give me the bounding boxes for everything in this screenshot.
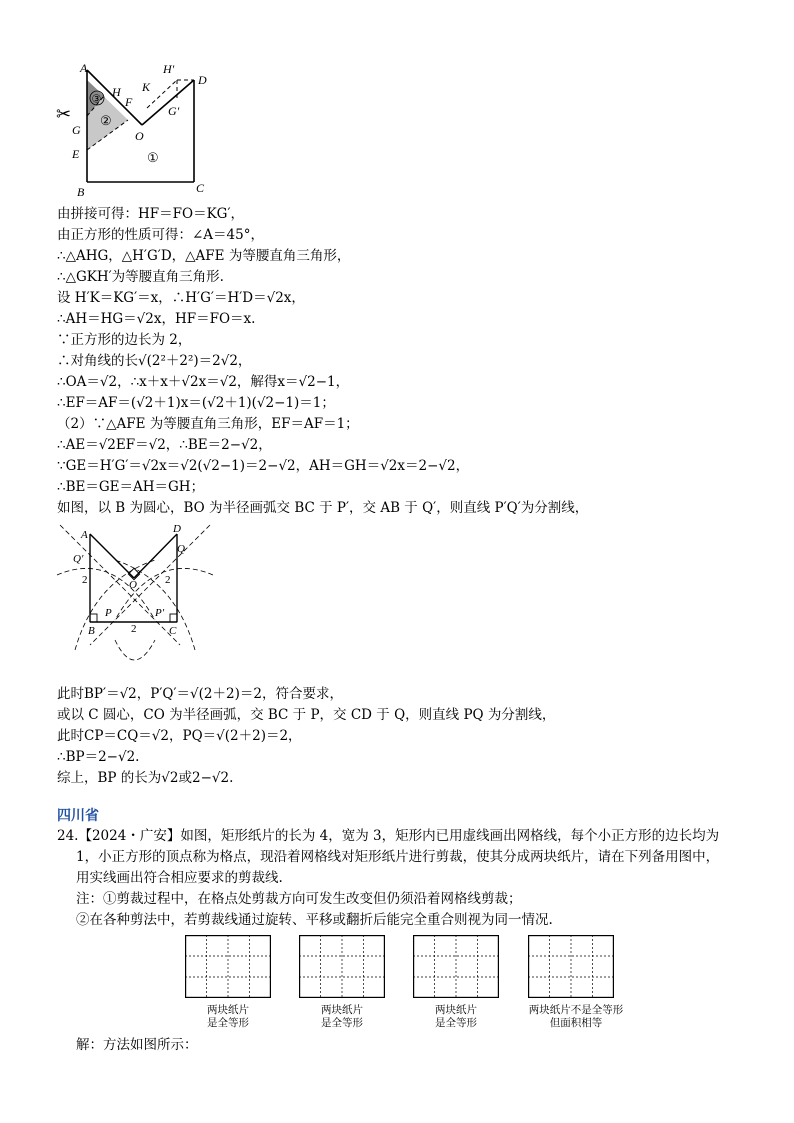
grid-3 (413, 935, 499, 998)
label-H: H (112, 85, 121, 99)
label-E: E (72, 147, 80, 161)
text-line-6: ∴AH＝HG＝√2x，HF＝FO＝x. (57, 311, 256, 327)
side-bottom-length: 2 (131, 623, 137, 635)
label2-A: A (81, 529, 88, 541)
text-line-1: 由拼接可得：HF＝FO＝KG′， (57, 206, 245, 222)
text-line-20: 综上，BP 的长为√2或2−√2. (57, 770, 234, 786)
side-right-length: 2 (165, 574, 171, 586)
text-line-14: ∴BE＝GE＝AH＝GH； (57, 479, 205, 495)
problem-line-4: 注：①剪裁过程中，在格点处剪裁方向可发生改变但仍须沿着网格线剪裁； (76, 891, 522, 907)
figure-arc-construction (55, 520, 225, 680)
label-Gp: G′ (168, 104, 180, 118)
caption-4: 两块纸片不是全等形 但面积相等 (528, 1004, 624, 1029)
label-Hp: H′ (163, 62, 175, 76)
label-D: D (198, 73, 207, 87)
label2-O: O (129, 579, 137, 591)
label-K: K (142, 80, 151, 94)
label-F: F (125, 95, 133, 109)
text-line-10: ∴EF＝AF＝(√2＋1)x＝(√2＋1)(√2−1)＝1； (57, 395, 335, 411)
text-line-16: 此时BP′＝√2，P′Q′＝√(2＋2)＝2，符合要求， (57, 686, 343, 702)
problem-line-2: 1，小正方形的顶点称为格点，现沿着网格线对矩形纸片进行剪裁，使其分成两块纸片，请在下列备用图中， (76, 849, 720, 865)
label2-Pp: P′ (155, 607, 165, 619)
scissors-icon: ✂ (56, 104, 72, 124)
label2-B: B (88, 625, 95, 637)
problem-line-5: ②在各种剪法中，若剪裁线通过旋转、平移或翻折后能完全重合则视为同一情况. (76, 912, 553, 928)
text-line-12: ∴AE＝√2EF＝√2，∴BE＝2−√2， (57, 437, 272, 453)
label-G: G (72, 123, 81, 137)
label2-Qp: Q′ (73, 553, 84, 565)
text-line-7: ∵正方形的边长为 2， (57, 332, 192, 348)
text-line-13: ∵GE＝H′G′＝√2x＝√2(√2−1)＝2−√2，AH＝GH＝√2x＝2−√2， (57, 458, 470, 474)
caption-2: 两块纸片 是全等形 (321, 1004, 363, 1029)
label-A: A (80, 61, 88, 75)
label-B: B (77, 185, 85, 199)
region-3-label: ③ (91, 93, 102, 106)
text-line-17: 或以 C 圆心，CO 为半径画弧，交 BC 于 P，交 CD 于 Q，则直线 PQ 为分割线， (57, 707, 556, 723)
problem-line-1: 24.【2024・广安】如图，矩形纸片的长为 4，宽为 3，矩形内已用虚线画出网格线，每个小正方形的边长均为 (57, 828, 720, 844)
grid-2 (299, 935, 385, 998)
label2-P: P (105, 607, 112, 619)
text-line-18: 此时CP＝CQ＝√2，PQ＝√(2＋2)＝2， (57, 728, 302, 744)
text-line-11: （2）∵△AFE 为等腰直角三角形，EF＝AF＝1； (57, 416, 359, 432)
text-line-5: 设 H′K＝KG′＝x，∴H′G′＝H′D＝√2x， (57, 290, 305, 306)
text-line-2: 由正方形的性质可得：∠A＝45°， (57, 227, 264, 243)
side-left-length: 2 (82, 574, 88, 586)
text-line-4: ∴△GKH′为等腰直角三角形. (57, 269, 224, 285)
answer-line: 解：方法如图所示： (76, 1037, 198, 1053)
label-O: O (135, 129, 144, 143)
figure-square-cut (52, 58, 222, 200)
label2-C: C (169, 625, 177, 637)
text-line-3: ∴△AHG，△H′G′D，△AFE 为等腰直角三角形， (57, 248, 351, 264)
text-line-8: ∴对角线的长√(2²＋2²)＝2√2， (57, 353, 252, 369)
label2-D: D (173, 523, 181, 535)
region-1-label: ① (147, 150, 159, 165)
problem-line-3: 用实线画出符合相应要求的剪裁线. (76, 870, 283, 886)
grid-1 (185, 935, 271, 998)
text-line-15: 如图，以 B 为圆心，BO 为半径画弧交 BC 于 P′，交 AB 于 Q′，则直线 P′Q′为分割线， (57, 500, 589, 516)
text-line-19: ∴BP＝2−√2. (57, 749, 140, 765)
text-line-9: ∴OA＝√2，∴x＋x＋√2x＝√2，解得x＝√2−1， (57, 374, 350, 390)
section-title: 四川省 (57, 808, 99, 824)
caption-1: 两块纸片 是全等形 (207, 1004, 249, 1029)
region-2-label: ② (100, 113, 112, 128)
caption-3: 两块纸片 是全等形 (435, 1004, 477, 1029)
grid-4 (528, 935, 614, 998)
label-C: C (196, 181, 205, 195)
label2-Q: Q (177, 543, 185, 555)
